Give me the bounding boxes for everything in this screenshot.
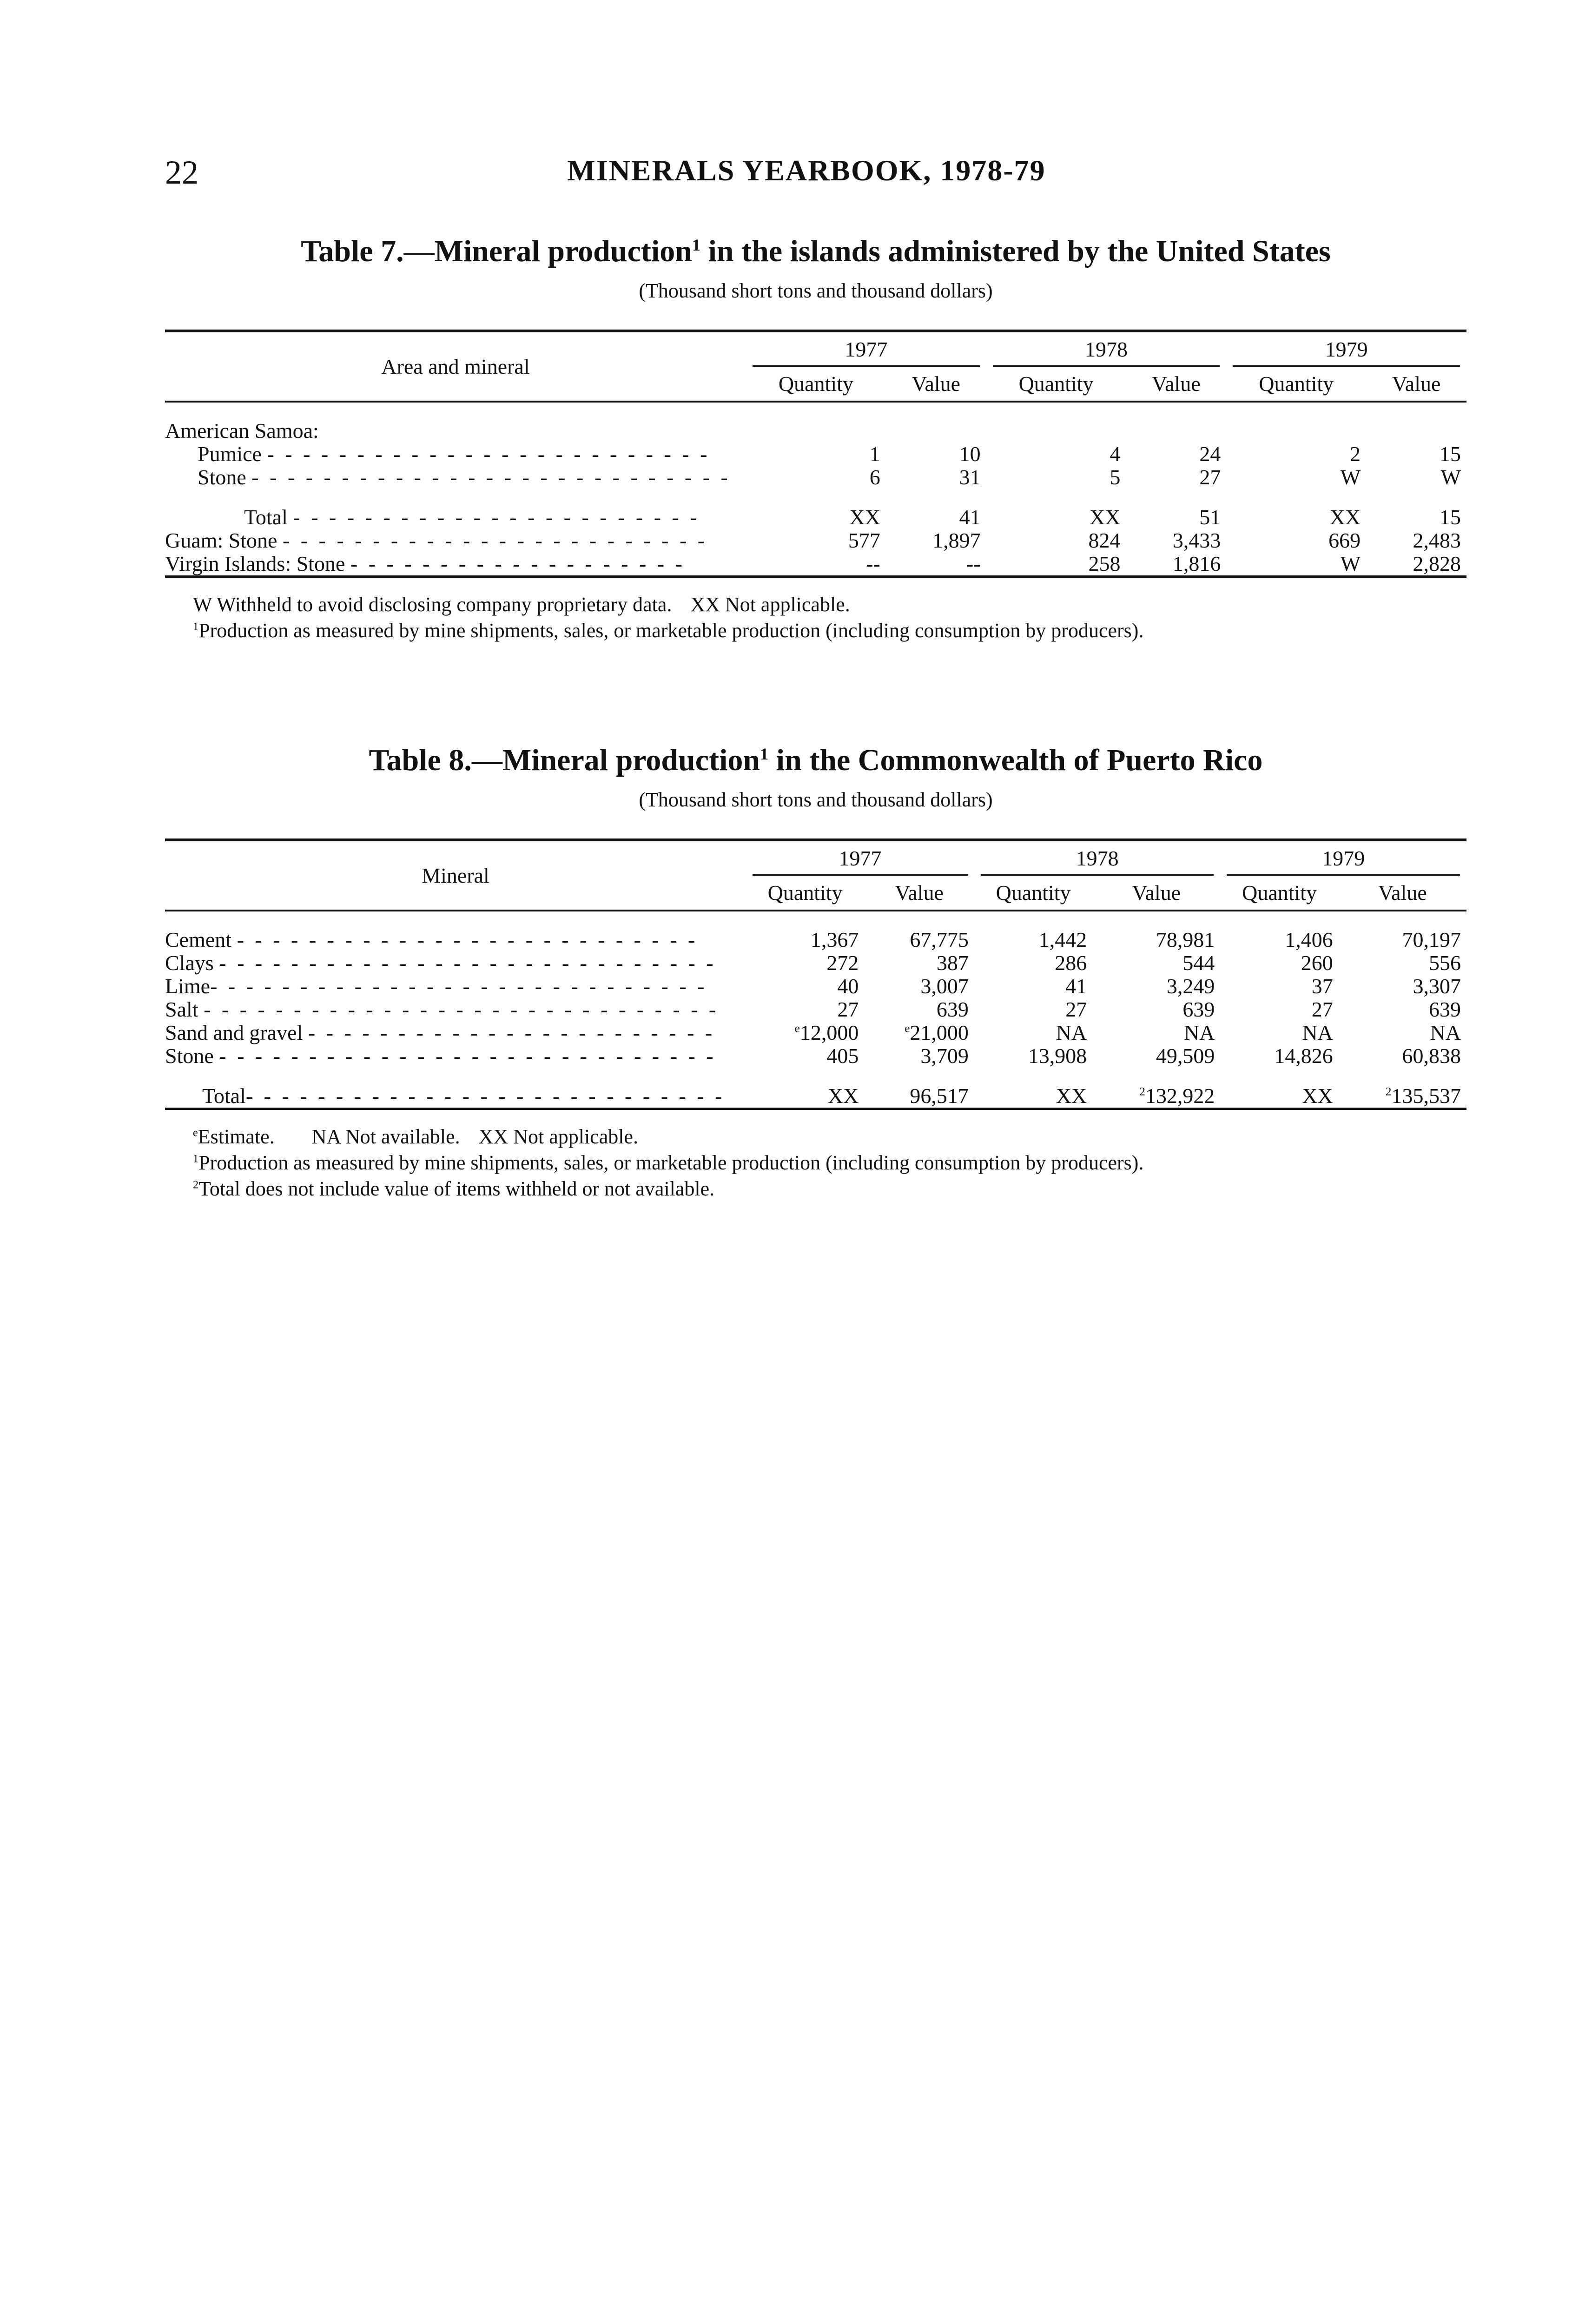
row-label: Cement - - - - - - - - - - - - - - - - - - - - - - - - - - <box>165 927 698 951</box>
col-quantity: Quantity <box>746 370 886 402</box>
row-label: Lime- - - - - - - - - - - - - - - - - - - - - - - - - - - - <box>165 974 707 998</box>
cell: 639 <box>1182 997 1215 1021</box>
cell: NA <box>1056 1020 1087 1044</box>
table-row <box>165 928 1466 951</box>
table-8-title: Table 8.—Mineral production$^1$ in the Commonwealth of Puerto Rico <box>369 743 1263 777</box>
year-header: 1979 <box>1220 840 1466 878</box>
cell: 27 <box>1311 997 1333 1021</box>
cell: XX <box>746 1084 864 1109</box>
table-row <box>165 998 1466 1021</box>
cell: 15 <box>1440 505 1461 529</box>
year-header: 1977 <box>746 840 974 878</box>
table-row <box>165 506 1466 529</box>
col-value: Value <box>864 878 974 911</box>
cell: XX <box>849 505 880 529</box>
cell: 1 <box>869 442 880 466</box>
footnote: $^2$Total does not include value of items withheld or not available. <box>193 1177 715 1200</box>
cell: 824 <box>1088 528 1121 552</box>
table-7-title: Table 7.—Mineral production$^1$ in the islands administered by the United States <box>301 234 1331 268</box>
cell: 1,897 <box>932 528 981 552</box>
footnote: $^1$Production as measured by mine shipments, sales, or marketable production (including consumption by producers). <box>193 1151 1144 1174</box>
table-7-grid <box>165 330 1466 578</box>
row-label: Clays - - - - - - - - - - - - - - - - - - - - - - - - - - - - <box>165 951 716 975</box>
table-row <box>165 442 1466 466</box>
cell: 3,007 <box>920 974 969 998</box>
cell: NA <box>1302 1020 1333 1044</box>
col-quantity: Quantity <box>974 878 1092 911</box>
table-8-footnotes <box>165 1124 1466 1202</box>
col-value: Value <box>1092 878 1220 911</box>
col-value: Value <box>1366 370 1466 402</box>
row-label: Sand and gravel - - - - - - - - - - - - - - - - - - - - - - - <box>165 1020 715 1044</box>
cell: 272 <box>826 951 859 975</box>
cell: 31 <box>959 465 981 489</box>
table-row <box>165 1021 1466 1044</box>
cell: -- <box>746 552 886 577</box>
row-label: Stone - - - - - - - - - - - - - - - - - - - - - - - - - - - <box>198 465 731 489</box>
cell: 49,509 <box>1156 1043 1215 1068</box>
col-value: Value <box>1339 878 1466 911</box>
group-label: American Samoa: <box>165 418 319 442</box>
cell: 15 <box>1440 442 1461 466</box>
cell: 2 <box>1350 442 1361 466</box>
cell: $^2$135,537 <box>1339 1084 1466 1109</box>
cell: 577 <box>848 528 880 552</box>
stub-header: Area and mineral <box>165 331 746 402</box>
footnote: W Withheld to avoid disclosing company proprietary data. XX Not applicable. <box>193 593 850 616</box>
cell: NA <box>1183 1020 1215 1044</box>
table-row <box>165 1044 1466 1068</box>
page-number: 22 <box>165 154 198 191</box>
year-header: 1978 <box>986 331 1227 370</box>
cell: 2,483 <box>1413 528 1461 552</box>
cell: 639 <box>1429 997 1461 1021</box>
cell: 27 <box>1065 997 1087 1021</box>
cell: 286 <box>1055 951 1087 975</box>
cell: $^e$21,000 <box>905 1020 969 1044</box>
cell: 41 <box>1065 974 1087 998</box>
table-row <box>165 951 1466 975</box>
cell: 5 <box>1110 465 1121 489</box>
row-label: Total - - - - - - - - - - - - - - - - - - - - - - - <box>244 505 700 529</box>
cell: 1,367 <box>810 927 859 951</box>
cell: 6 <box>869 465 880 489</box>
cell: 27 <box>1199 465 1221 489</box>
cell: 260 <box>1301 951 1333 975</box>
row-label: Pumice - - - - - - - - - - - - - - - - - - - - - - - - - <box>198 442 710 466</box>
year-header: 1979 <box>1226 331 1466 370</box>
year-header: 1978 <box>974 840 1221 878</box>
row-label: Salt - - - - - - - - - - - - - - - - - - - - - - - - - - - - - <box>165 997 719 1021</box>
col-quantity: Quantity <box>986 370 1126 402</box>
cell: 60,838 <box>1402 1043 1461 1068</box>
group-row <box>165 419 1466 442</box>
year-header: 1977 <box>746 331 986 370</box>
cell: 387 <box>936 951 969 975</box>
table-row <box>165 552 1466 577</box>
cell: 639 <box>936 997 969 1021</box>
cell: 1,406 <box>1285 927 1333 951</box>
cell: 27 <box>837 997 859 1021</box>
table-row <box>165 975 1466 998</box>
cell: 405 <box>826 1043 859 1068</box>
table-row <box>165 466 1466 489</box>
cell: W <box>1440 465 1461 489</box>
cell: 13,908 <box>1028 1043 1087 1068</box>
cell: XX <box>1090 505 1121 529</box>
table-row <box>165 529 1466 552</box>
table-8-subtitle: (Thousand short tons and thousand dollars) <box>639 788 993 811</box>
cell: 1,442 <box>1038 927 1087 951</box>
cell: $^e$12,000 <box>794 1020 859 1044</box>
stub-header: Mineral <box>165 840 746 911</box>
cell: 2,828 <box>1366 552 1466 577</box>
cell: XX <box>1220 1084 1338 1109</box>
cell: 556 <box>1429 951 1461 975</box>
cell: 544 <box>1182 951 1215 975</box>
cell: XX <box>974 1084 1092 1109</box>
col-value: Value <box>886 370 986 402</box>
cell: 41 <box>959 505 981 529</box>
footnote: $^e$Estimate. NA Not available. XX Not applicable. <box>193 1125 638 1148</box>
row-label: Virgin Islands: Stone - - - - - - - - - - - - - - - - - - - <box>165 552 746 577</box>
cell: 3,433 <box>1172 528 1221 552</box>
row-label: Total- - - - - - - - - - - - - - - - - - - - - - - - - - - <box>165 1084 746 1109</box>
table-8-grid <box>165 838 1466 1110</box>
table-7-footnotes <box>165 592 1466 644</box>
table-7 <box>165 235 1466 644</box>
cell: 3,307 <box>1413 974 1461 998</box>
cell: 37 <box>1311 974 1333 998</box>
cell: W <box>1340 465 1361 489</box>
cell: XX <box>1329 505 1361 529</box>
cell: 78,981 <box>1156 927 1215 951</box>
cell: -- <box>886 552 986 577</box>
footnote: $^1$Production as measured by mine shipments, sales, or marketable production (including consumption by producers). <box>193 619 1144 642</box>
row-label: Stone - - - - - - - - - - - - - - - - - - - - - - - - - - - - <box>165 1043 716 1068</box>
cell: 669 <box>1328 528 1361 552</box>
table-8 <box>165 744 1466 1202</box>
col-value: Value <box>1126 370 1226 402</box>
cell: 51 <box>1199 505 1221 529</box>
cell: 3,249 <box>1166 974 1215 998</box>
cell: W <box>1226 552 1366 577</box>
table-7-subtitle: (Thousand short tons and thousand dollars) <box>639 279 993 302</box>
cell: 67,775 <box>910 927 969 951</box>
cell: 40 <box>837 974 859 998</box>
col-quantity: Quantity <box>1220 878 1338 911</box>
row-label: Guam: Stone - - - - - - - - - - - - - - - - - - - - - - - - <box>165 528 708 552</box>
total-row <box>165 1084 1466 1109</box>
cell: 70,197 <box>1402 927 1461 951</box>
col-quantity: Quantity <box>746 878 864 911</box>
cell: 96,517 <box>864 1084 974 1109</box>
cell: 14,826 <box>1274 1043 1333 1068</box>
cell: 1,816 <box>1126 552 1226 577</box>
cell: 10 <box>959 442 981 466</box>
cell: 4 <box>1110 442 1121 466</box>
cell: NA <box>1430 1020 1461 1044</box>
running-title: MINERALS YEARBOOK, 1978-79 <box>567 154 1046 187</box>
cell: $^2$132,922 <box>1092 1084 1220 1109</box>
col-quantity: Quantity <box>1226 370 1366 402</box>
cell: 24 <box>1199 442 1221 466</box>
cell: 3,709 <box>920 1043 969 1068</box>
cell: 258 <box>986 552 1126 577</box>
